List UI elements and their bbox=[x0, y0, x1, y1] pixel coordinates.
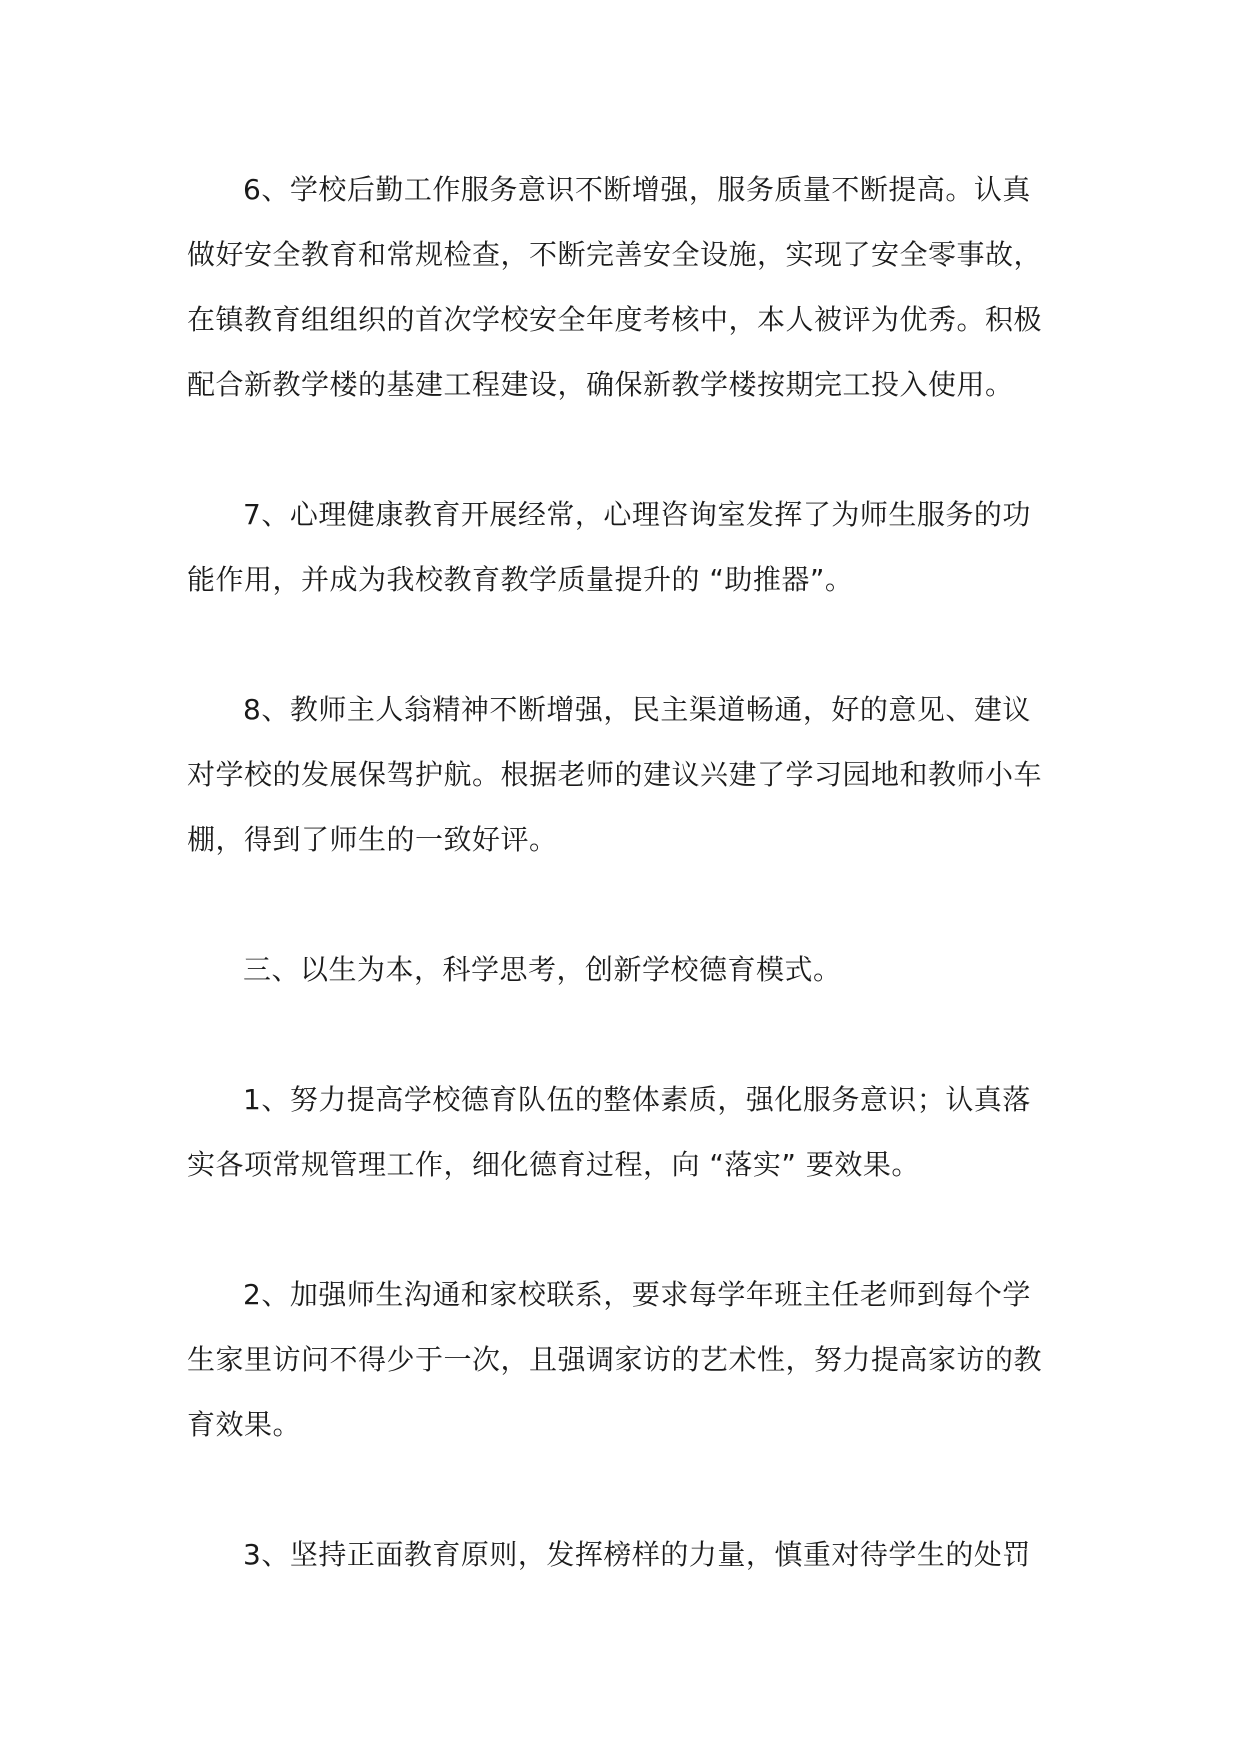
paragraph-item-1: 1、努力提高学校德育队伍的整体素质，强化服务意识；认真落实各项常规管理工作，细化德育过程，向 “落实” 要效果。 bbox=[187, 1083, 1031, 1181]
paragraph-item-6: 6、学校后勤工作服务意识不断增强，服务质量不断提高。认真做好安全教育和常规检查，不断完善安全设施，实现了安全零事故，在镇教育组组织的首次学校安全年度考核中，本人被评为优秀。积极配合新教学楼的基建工程建设，确保新教学楼按期完工投入使用。 bbox=[187, 173, 1043, 401]
document-page bbox=[187, 157, 1057, 1652]
paragraph-item-7: 7、心理健康教育开展经常，心理咨询室发挥了为师生服务的功能作用，并成为我校教育教学质量提升的 “助推器”。 bbox=[187, 498, 1031, 596]
paragraph-item-2: 2、加强师生沟通和家校联系，要求每学年班主任老师到每个学生家里访问不得少于一次，且强调家访的艺术性，努力提高家访的教育效果。 bbox=[187, 1278, 1043, 1441]
paragraph-item-8: 8、教师主人翁精神不断增强，民主渠道畅通，好的意见、建议对学校的发展保驾护航。根据老师的建议兴建了学习园地和教师小车棚，得到了师生的一致好评。 bbox=[187, 693, 1043, 856]
section-heading-3: 三、以生为本，科学思考，创新学校德育模式。 bbox=[243, 953, 842, 986]
paragraph-item-3: 3、坚持正面教育原则，发挥榜样的力量，慎重对待学生的处罚 bbox=[243, 1538, 1031, 1571]
